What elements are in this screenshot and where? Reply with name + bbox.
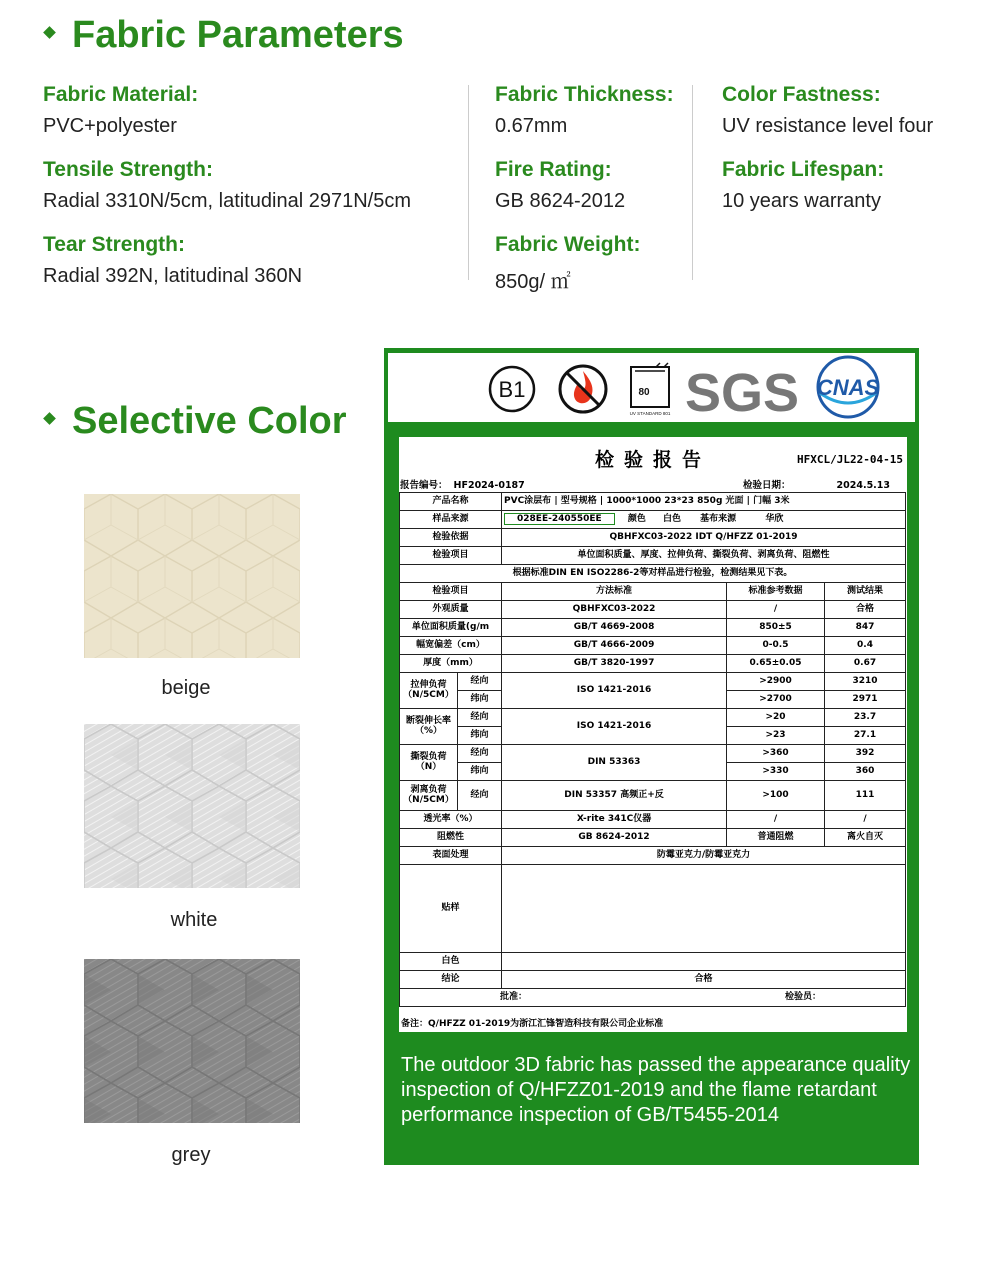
table-row: 检验项目 单位面积质量、厚度、拉伸负荷、撕裂负荷、剥离负荷、阻燃性 [400,547,906,565]
table-row: 纬向 >330 360 [400,763,906,781]
param-fabric-weight [495,233,640,294]
table-row: 批准： 检验员： [400,989,906,1007]
param-value: Radial 392N, latitudinal 360N [43,265,303,287]
param-value: Radial 3310N/5cm, latitudinal 2971N/5cm [43,190,411,212]
report-date: 检验日期： 2024.5.13 [743,480,891,491]
table-row: 厚度（mm） GB/T 3820-1997 0.65±0.05 0.67 [400,655,906,673]
table-row: 贴样 [400,865,906,953]
table-row: 产品名称 PVC涂层布 | 型号规格 | 1000*1000 23*23 850g 光面 | 门幅 3米 [400,493,906,511]
swatch-beige [84,494,300,658]
param-fabric-thickness [495,83,674,138]
param-value: 10 years warranty [722,190,881,212]
param-color-fastness [722,83,933,138]
param-label: Tear Strength: [43,233,185,256]
report-note: 备注：Q/HFZZ 01-2019为浙江汇锋智造科技有限公司企业标准 [401,1019,664,1029]
swatch-caption: grey [171,1144,211,1166]
table-row: 拉伸负荷（N/5CM） 经向 ISO 1421-2016 >2900 3210 [400,673,906,691]
param-value: 850g/ ㎡ [495,271,571,293]
param-fabric-material [43,83,198,138]
param-fire-rating [495,158,625,213]
param-tensile-strength [43,158,411,213]
svg-text:UV STANDARD 801: UV STANDARD 801 [629,411,671,416]
param-fabric-lifespan [722,158,884,213]
table-row: 撕裂负荷（N） 经向 DIN 53363 >360 392 [400,745,906,763]
table-row: 透光率（%） X-rite 341C仪器 / / [400,811,906,829]
param-label: Color Fastness: [722,83,881,106]
column-divider [692,85,693,280]
param-label: Fabric Thickness: [495,83,674,106]
fire-retardant-icon [560,366,606,412]
table-row: 单位面积质量(g/m GB/T 4669-2008 850±5 847 [400,619,906,637]
param-label: Tensile Strength: [43,158,213,181]
param-value: 0.67mm [495,115,568,137]
cnas-logo [817,357,880,417]
swatch-caption: beige [161,677,211,699]
table-row: 纬向 >23 27.1 [400,727,906,745]
table-row: 纬向 >2700 2971 [400,691,906,709]
svg-text:80: 80 [638,387,650,398]
diamond-bullet-icon [43,27,56,40]
table-row: 阻燃性 GB 8624-2012 普通阻燃 离火自灭 [400,829,906,847]
svg-text:B1: B1 [498,377,526,402]
report-table [399,492,906,1007]
diamond-bullet-icon [43,413,56,426]
b1-fire-class-icon [490,367,534,411]
swatch-caption: white [170,909,218,931]
svg-text:SGS: SGS [684,363,800,422]
certification-statement: The outdoor 3D fabric has passed the appearance quality inspection of Q/HFZZ01-2019 and the flame retardant performance inspection of GB/T5455-2014 [401,1054,911,1126]
table-row: 白色 [400,953,906,971]
table-row: 根据标准DIN EN ISO2286-2等对样品进行检验，检测结果见下表。 [400,565,906,583]
param-value: PVC+polyester [43,115,177,137]
table-row: 结论 合格 [400,971,906,989]
table-row: 断裂伸长率（%） 经向 ISO 1421-2016 >20 23.7 [400,709,906,727]
selective-color-title: Selective Color [45,400,347,443]
report-number: 报告编号： HF2024-0187 [400,480,525,491]
table-row: 剥离负荷（N/5CM） 经向 DIN 53357 高频正+反 >100 111 [400,781,906,811]
table-row: 幅宽偏差（cm） GB/T 4666-2009 0-0.5 0.4 [400,637,906,655]
report-code: HFXCL/JL22-04-15 [797,453,903,466]
svg-text:CNAS: CNAS [816,375,880,400]
table-row: 检验依据 QBHFXC03-2022 IDT Q/HFZZ 01-2019 [400,529,906,547]
table-row: 表面处理 防霉亚克力/防霉亚克力 [400,847,906,865]
param-label: Fire Rating: [495,158,612,181]
uv-standard-icon [630,363,671,416]
report-title: 检验报告 [594,449,711,471]
swatch-grey [84,959,300,1123]
sgs-logo [685,363,799,422]
table-row: 外观质量 QBHFXC03-2022 / 合格 [400,601,906,619]
certification-logo-bar [388,353,915,422]
param-label: Fabric Lifespan: [722,158,885,181]
fabric-parameters-title: Fabric Parameters [45,14,404,57]
certification-logos [388,353,915,422]
table-row: 样品来源 028EE-240550EE 颜色 白色 基布来源 华欣 [400,511,906,529]
swatch-white [84,724,300,888]
param-label: Fabric Weight: [495,233,641,256]
table-row: 检验项目 方法标准 标准参考数据 测试结果 [400,583,906,601]
param-tear-strength [43,233,302,288]
param-value: UV resistance level four [722,115,934,137]
param-label: Fabric Material: [43,83,199,106]
param-value: GB 8624-2012 [495,190,626,212]
inspection-report [399,437,907,1032]
column-divider [468,85,469,280]
